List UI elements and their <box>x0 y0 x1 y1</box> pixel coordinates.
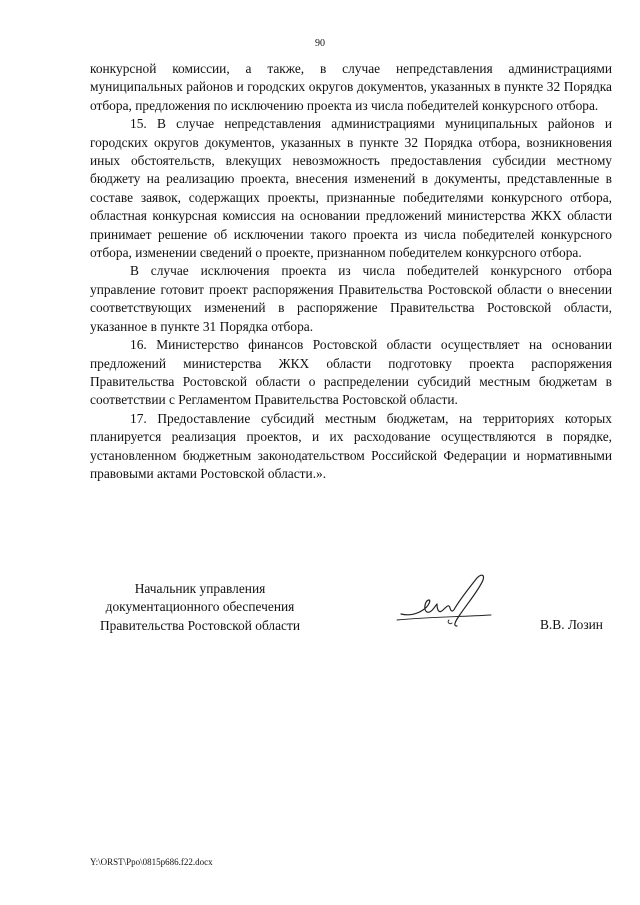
paragraph-continuation: конкурсной комиссии, а также, в случае непредставления администрациями муниципальных районов и городских округов документов, указанных в пункте 32 Порядка отбора, предложения по исключению проекта из числа победителей конкурсного отбора. <box>90 61 612 113</box>
page-number: 90 <box>315 38 325 49</box>
paragraph-exclusion: В случае исключения проекта из числа победителей конкурсного отбора управление готовит проект распоряжения Правительства Ростовской области о внесении соответствующих изменений в распоряжение Правительства Ростовской области, указанное в пункте 31 Порядка отбора. <box>90 263 612 334</box>
signature-block <box>0 580 640 640</box>
paragraph-item-16: 16. Министерство финансов Ростовской области осуществляет на основании предложений министерства ЖКХ области подготовку проекта распоряжения Правительства Ростовской области о распределении субсидий местным бюджетам в соответствии с Регламентом Правительства Ростовской области. <box>90 337 612 408</box>
signer-title-line: Начальник управления <box>134 581 266 596</box>
file-path: Y:\ORST\Ppo\0815p686.f22.docx <box>90 857 213 867</box>
paragraph-item-17: 17. Предоставление субсидий местным бюджетам, на территориях которых планируется реализация проектов, и их расходование осуществляются в порядке, установленном бюджетным законодательством Российской Федерации и нормативными правовыми актами Ростовской области.». <box>90 410 612 481</box>
signer-title <box>60 580 340 635</box>
signer-title-line: документационного обеспечения <box>105 599 295 615</box>
paragraph-item-15: 15. В случае непредставления администрациями муниципальных районов и городских округов документов, указанных в пункте 32 Порядка отбора, возникновения иных обстоятельств, влекущих невозможность предоставления субсидии местному бюджету на реализацию проекта, внесения изменений в документы, представленные в составе заявок, содержащих проекты, признанные победителями конкурсного отбора, областная конкурсная комиссия на основании предложений министерства ЖКХ области принимает решение об исключении такого проекта из числа победителей конкурсного отбора, изменении сведений о проекте, признанном победителем конкурсного отбора. <box>90 116 612 261</box>
document-body <box>90 60 612 483</box>
signer-name: В.В. Лозин <box>540 617 603 632</box>
handwritten-signature <box>395 570 495 640</box>
signer-title-line: Правительства Ростовской области <box>99 617 301 633</box>
